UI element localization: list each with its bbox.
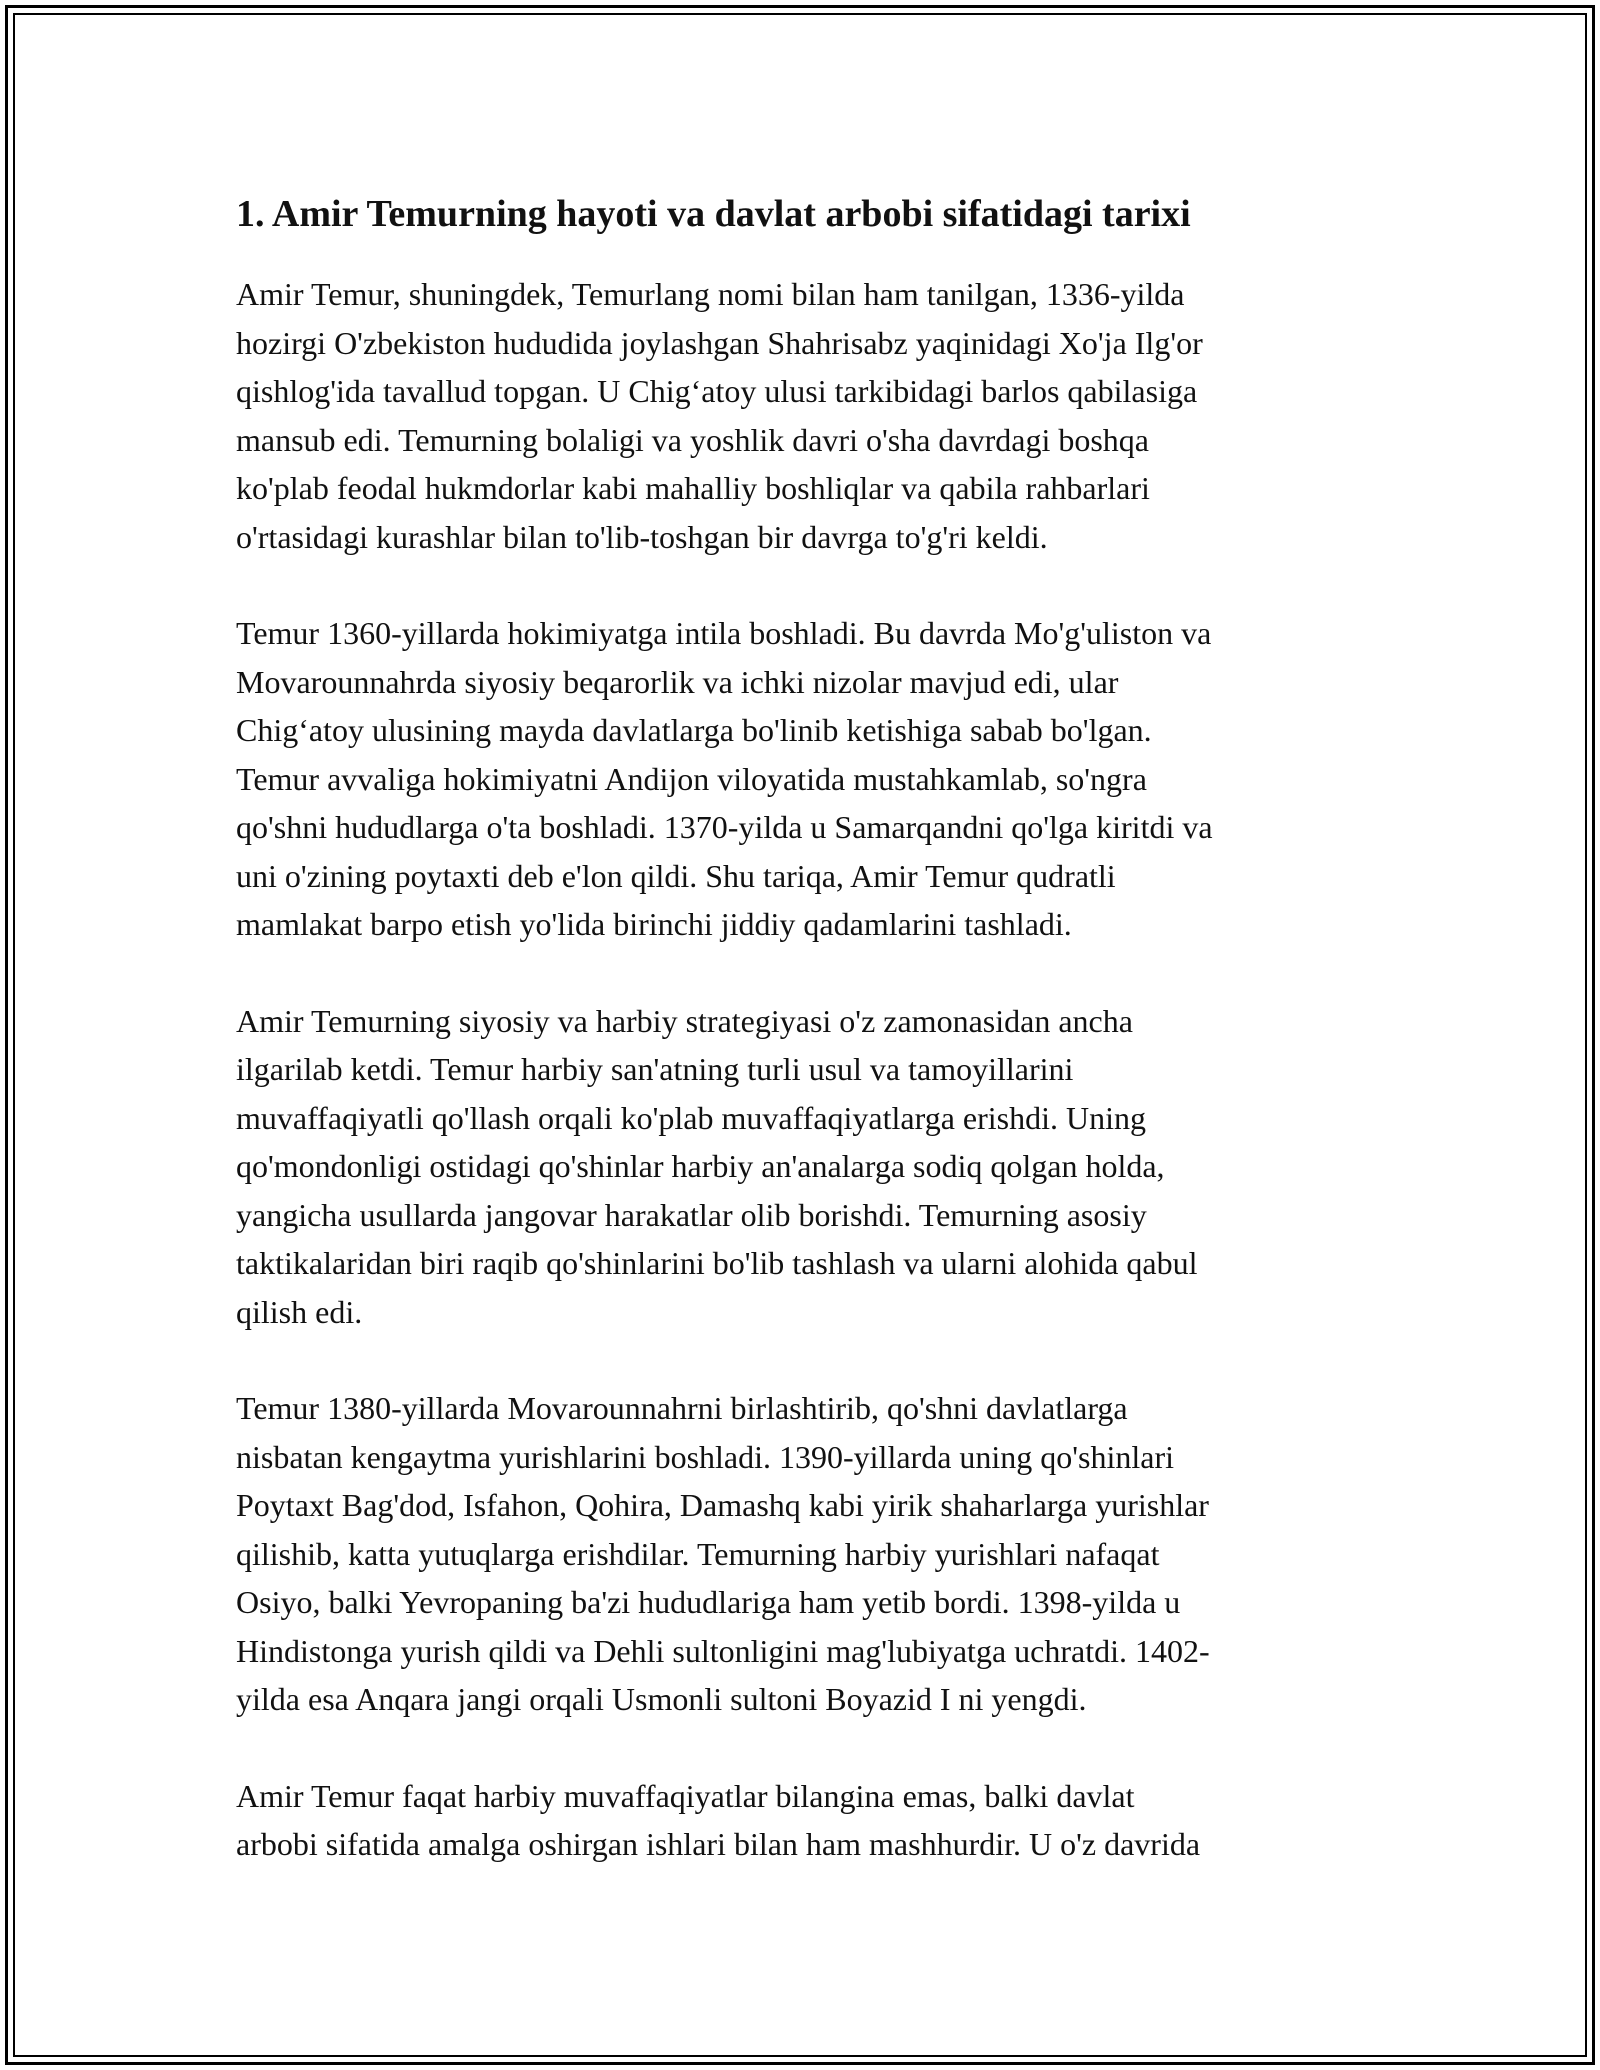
paragraph-line: muvaffaqiyatli qo'llash orqali ko'plab muvaffaqiyatlarga erishdi. Uning [236,1099,1146,1136]
paragraph-line: ilgarilab ketdi. Temur harbiy san'atning turli usul va tamoyillarini [236,1051,1074,1087]
paragraph-line: Chig‘atoy ulusining mayda davlatlarga bo'linib ketishiga sabab bo'lgan. [236,712,1152,748]
paragraph-line: Poytaxt Bag'dod, Isfahon, Qohira, Damashq kabi yirik shaharlarga yurishlar [236,1487,1209,1523]
paragraph-line: Movarounnahrda siyosiy beqarorlik va ichki nizolar mavjud edi, ular [236,663,1119,700]
paragraph-line: qilishib, katta yutuqlarga erishdilar. Temurning harbiy yurishlari nafaqat [236,1535,1160,1572]
paragraph-line: Temur 1360-yillarda hokimiyatga intila boshladi. Bu davrda Mo'g'uliston va [236,615,1212,651]
paragraph-line: arbobi sifatida amalga oshirgan ishlari bilan ham mashhurdir. U o'z davrida [236,1826,1201,1862]
paragraph-line: ko'plab feodal hukmdorlar kabi mahalliy boshliqlar va qabila rahbarlari [236,470,1150,506]
paragraph-line: qilish edi. [236,1293,363,1330]
paragraph-line: yilda esa Anqara jangi orqali Usmonli sultoni Boyazid I ni yengdi. [236,1681,1087,1717]
paragraph-line: taktikalaridan biri raqib qo'shinlarini bo'lib tashlash va ularni alohida qabul [236,1245,1198,1281]
paragraph-line: mamlakat barpo etish yo'lida birinchi jiddiy qadamlarini tashladi. [236,906,1072,942]
paragraph-5 [236,1772,1366,1869]
paragraph-line: Temur 1380-yillarda Movarounnahrni birlashtirib, qo'shni davlatlarga [236,1390,1128,1426]
section-heading: 1. Amir Temurning hayoti va davlat arbobi sifatidagi tarixi [236,193,1191,235]
paragraph-line: Amir Temur, shuningdek, Temurlang nomi bilan ham tanilgan, 1336-yilda [236,276,1185,312]
paragraph-line: Osiyo, balki Yevropaning ba'zi hududlariga ham yetib bordi. 1398-yilda u [236,1584,1181,1620]
paragraph-line: nisbatan kengaytma yurishlarini boshladi. 1390-yillarda uning qo'shinlari [236,1438,1175,1475]
paragraph-1 [236,270,1366,561]
paragraph-3 [236,997,1366,1337]
paragraph-line: o'rtasidagi kurashlar bilan to'lib-toshgan bir davrga to'g'ri keldi. [236,518,1048,555]
paragraph-line: qo'mondonligi ostidagi qo'shinlar harbiy an'analarga sodiq qolgan holda, [236,1148,1165,1184]
paragraph-line: qo'shni hududlarga o'ta boshladi. 1370-yilda u Samarqandni qo'lga kiritdi va [236,809,1213,845]
paragraph-line: Amir Temur faqat harbiy muvaffaqiyatlar bilangina emas, balki davlat [236,1777,1135,1814]
paragraph-line: Amir Temurning siyosiy va harbiy strategiyasi o'z zamonasidan ancha [236,1002,1133,1039]
paragraph-2 [236,609,1366,949]
document-page [236,186,1366,1917]
paragraph-4 [236,1384,1366,1724]
paragraph-line: Temur avvaliga hokimiyatni Andijon viloyatida mustahkamlab, so'ngra [236,760,1147,797]
paragraph-line: uni o'zining poytaxti deb e'lon qildi. Shu tariqa, Amir Temur qudratli [236,857,1116,894]
paragraph-line: yangicha usullarda jangovar harakatlar olib borishdi. Temurning asosiy [236,1196,1147,1233]
paragraph-line: qishlog'ida tavallud topgan. U Chig‘atoy ulusi tarkibidagi barlos qabilasiga [236,373,1198,409]
paragraph-line: hozirgi O'zbekiston hududida joylashgan Shahrisabz yaqinidagi Xo'ja Ilg'or [236,324,1203,361]
paragraph-line: Hindistonga yurish qildi va Dehli sultonligini mag'lubiyatga uchratdi. 1402- [236,1632,1210,1669]
paragraph-line: mansub edi. Temurning bolaligi va yoshlik davri o'sha davrdagi boshqa [236,421,1149,458]
